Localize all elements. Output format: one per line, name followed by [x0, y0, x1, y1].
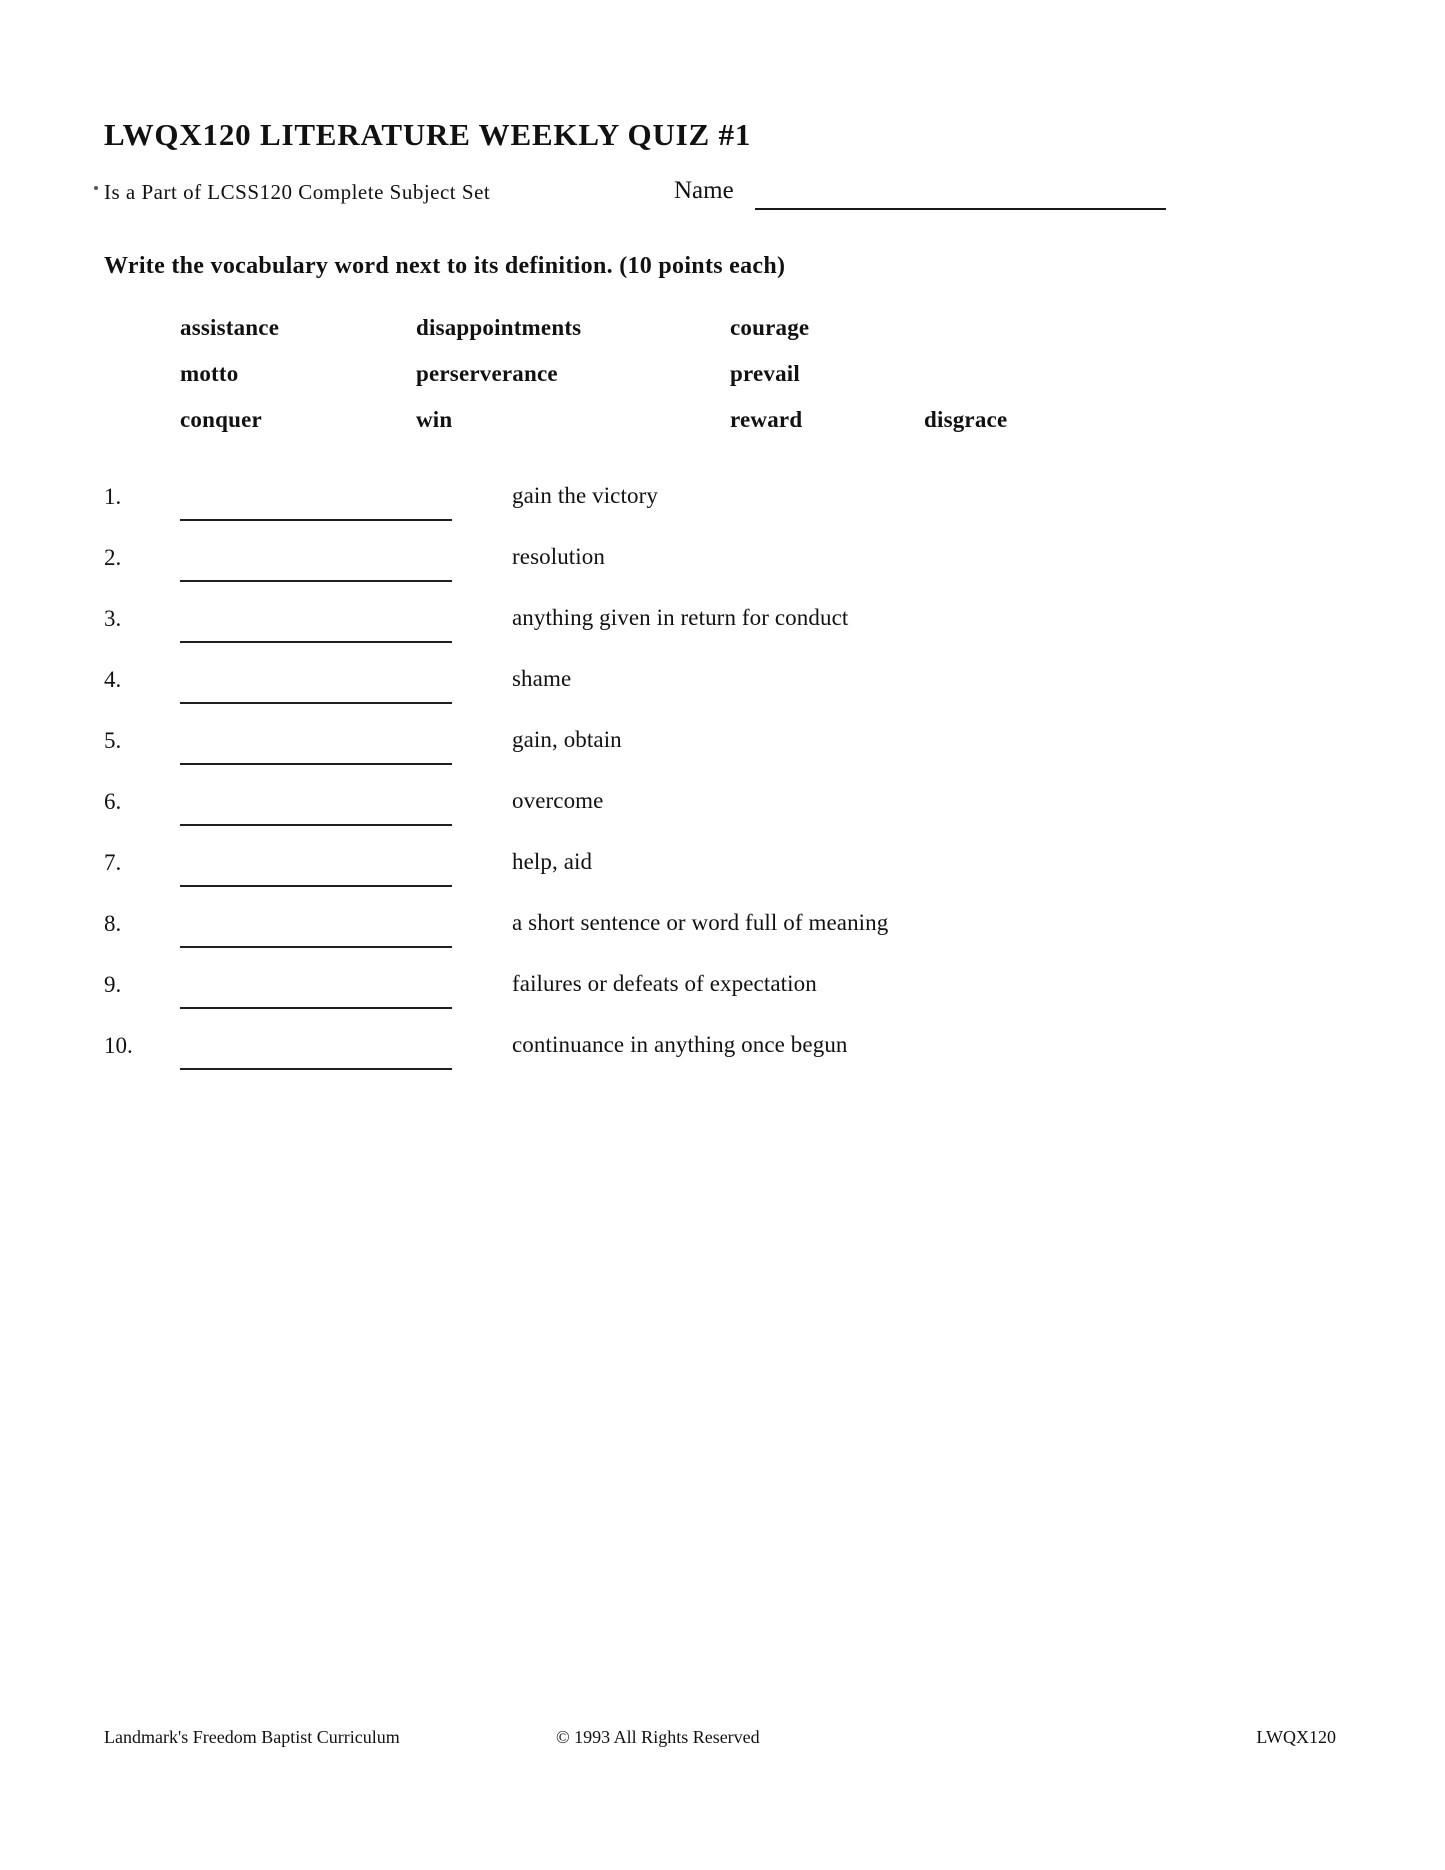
scan-artifact-dot: [94, 186, 98, 190]
subtitle-row: [104, 177, 1354, 214]
quiz-item: [104, 789, 1334, 850]
item-number: 8.: [104, 911, 122, 936]
footer-copyright: © 1993 All Rights Reserved: [556, 1727, 760, 1747]
word-bank-word: disappointments: [416, 315, 582, 340]
item-number: 4.: [104, 667, 122, 692]
quiz-item: [104, 728, 1334, 789]
word-bank-word: motto: [180, 361, 239, 386]
item-definition: gain the victory: [512, 483, 658, 508]
answer-blank[interactable]: [180, 641, 452, 643]
word-bank-word: reward: [730, 407, 803, 432]
quiz-item: [104, 484, 1334, 545]
answer-blank[interactable]: [180, 946, 452, 948]
item-number: 10.: [104, 1033, 133, 1058]
name-input-line[interactable]: [755, 208, 1166, 210]
footer-publisher: Landmark's Freedom Baptist Curriculum: [104, 1727, 400, 1747]
answer-blank[interactable]: [180, 519, 452, 521]
item-definition: a short sentence or word full of meaning: [512, 910, 889, 935]
quiz-item: [104, 972, 1334, 1033]
item-number: 1.: [104, 484, 122, 509]
answer-blank[interactable]: [180, 580, 452, 582]
word-bank-word: prevail: [730, 361, 800, 386]
quiz-item: [104, 606, 1334, 667]
word-bank-row: [180, 315, 1300, 361]
item-number: 5.: [104, 728, 122, 753]
quiz-item: [104, 1033, 1334, 1094]
item-number: 9.: [104, 972, 122, 997]
item-definition: failures or defeats of expectation: [512, 971, 817, 996]
answer-blank[interactable]: [180, 1068, 452, 1070]
word-bank-word: assistance: [180, 315, 280, 340]
answer-blank[interactable]: [180, 885, 452, 887]
item-definition: anything given in return for conduct: [512, 605, 849, 630]
quiz-item: [104, 850, 1334, 911]
footer-document-code: LWQX120: [1256, 1727, 1336, 1747]
answer-blank[interactable]: [180, 702, 452, 704]
quiz-item: [104, 911, 1334, 972]
word-bank-word: courage: [730, 315, 810, 340]
quiz-item: [104, 545, 1334, 606]
word-bank-word: disgrace: [924, 407, 1008, 432]
item-definition: overcome: [512, 788, 604, 813]
subject-set-subtitle: Is a Part of LCSS120 Complete Subject Set: [104, 180, 491, 204]
word-bank-word: win: [416, 407, 453, 432]
answer-blank[interactable]: [180, 763, 452, 765]
word-bank-row: [180, 407, 1300, 453]
page-title: LWQX120 LITERATURE WEEKLY QUIZ #1: [104, 116, 752, 152]
item-definition: gain, obtain: [512, 727, 622, 752]
item-number: 7.: [104, 850, 122, 875]
name-label: Name: [674, 177, 734, 204]
quiz-item: [104, 667, 1334, 728]
item-number: 6.: [104, 789, 122, 814]
item-definition: shame: [512, 666, 572, 691]
item-definition: continuance in anything once begun: [512, 1032, 848, 1057]
page-footer: [104, 1727, 1336, 1755]
item-definition: resolution: [512, 544, 605, 569]
item-definition: help, aid: [512, 849, 593, 874]
item-number: 3.: [104, 606, 122, 631]
word-bank: [180, 315, 1300, 453]
word-bank-word: perserverance: [416, 361, 558, 386]
item-number: 2.: [104, 545, 122, 570]
instruction-text: Write the vocabulary word next to its definition. (10 points each): [104, 253, 786, 279]
word-bank-word: conquer: [180, 407, 262, 432]
word-bank-row: [180, 361, 1300, 407]
answer-blank[interactable]: [180, 824, 452, 826]
answer-blank[interactable]: [180, 1007, 452, 1009]
quiz-item-list: [104, 484, 1334, 1094]
